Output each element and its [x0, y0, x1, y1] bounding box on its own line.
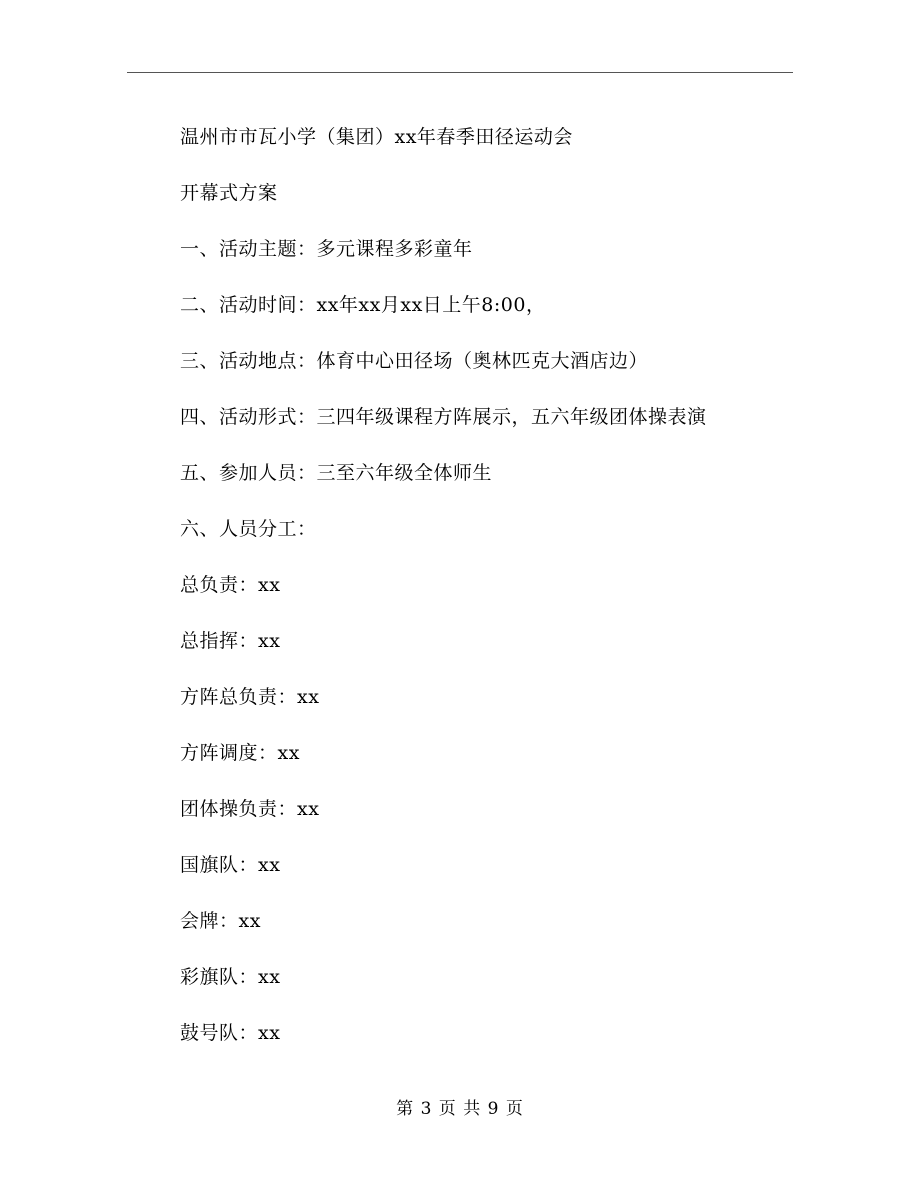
- document-body: [180, 109, 800, 1061]
- staff-general-lead: 总负责：xx: [180, 574, 281, 596]
- staff-color-flag-team: 彩旗队：xx: [180, 966, 281, 988]
- staff-commander: 总指挥：xx: [180, 630, 281, 652]
- header-rule: [127, 72, 793, 73]
- document-title: 温州市市瓦小学（集团）xx年春季田径运动会: [180, 126, 573, 148]
- section-staffing: 六、人员分工：: [180, 518, 317, 540]
- document-subtitle: 开幕式方案: [180, 182, 278, 204]
- staff-formation-lead: 方阵总负责：xx: [180, 686, 320, 708]
- staff-emblem-sign: 会牌：xx: [180, 910, 261, 932]
- section-format: 四、活动形式：三四年级课程方阵展示，五六年级团体操表演: [180, 406, 707, 428]
- staff-formation-dispatch: 方阵调度：xx: [180, 742, 300, 764]
- section-time: 二、活动时间：xx年xx月xx日上午8:00，: [180, 294, 546, 316]
- section-theme: 一、活动主题：多元课程多彩童年: [180, 238, 473, 260]
- section-participants: 五、参加人员：三至六年级全体师生: [180, 462, 493, 484]
- staff-gymnastics-lead: 团体操负责：xx: [180, 798, 320, 820]
- section-location: 三、活动地点：体育中心田径场（奥林匹克大酒店边）: [180, 350, 649, 372]
- page-number: 第 3 页 共 9 页: [396, 1099, 524, 1119]
- staff-drum-band: 鼓号队：xx: [180, 1022, 281, 1044]
- staff-flag-team: 国旗队：xx: [180, 854, 281, 876]
